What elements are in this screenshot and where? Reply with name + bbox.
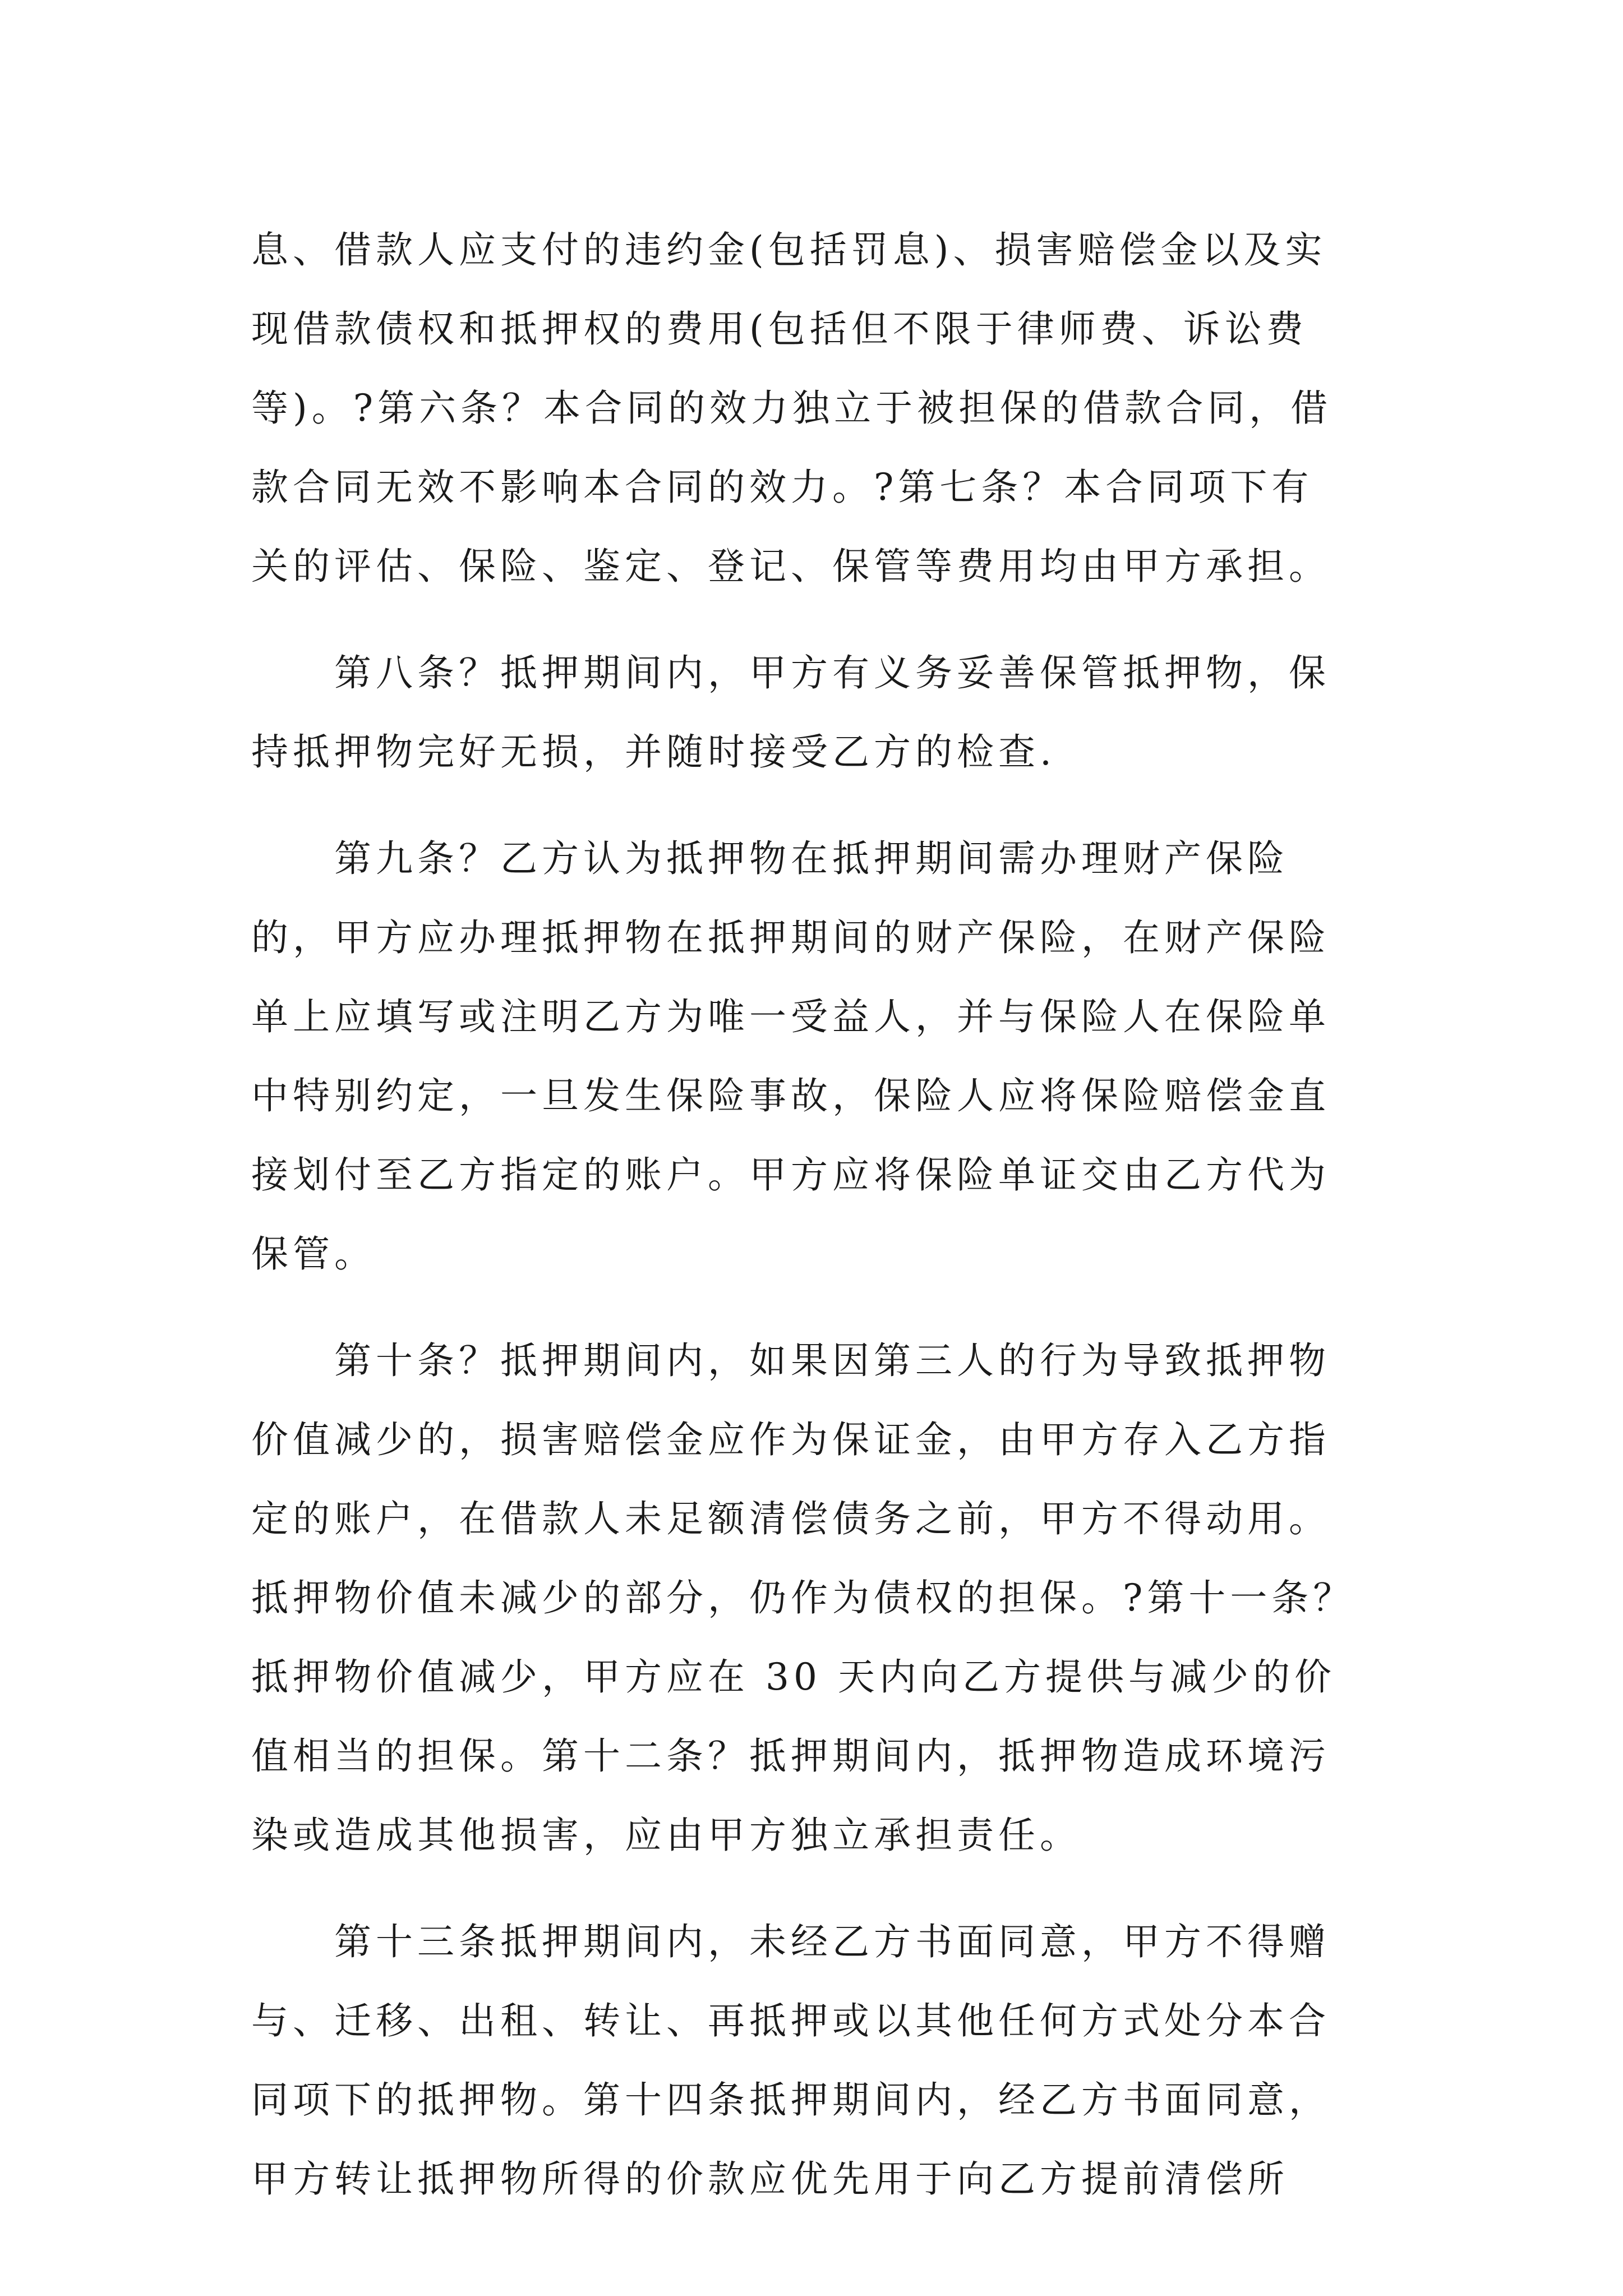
text-line: 关的评估、保险、鉴定、登记、保管等费用均由甲方承担。 bbox=[251, 545, 1330, 588]
text-line: 定的账户，在借款人未足额清偿债务之前，甲方不得动用。 bbox=[251, 1497, 1330, 1540]
paragraph-start-line: 第八条？抵押期间内，甲方有义务妥善保管抵押物，保 bbox=[334, 651, 1330, 694]
text-line: 接划付至乙方指定的账户。甲方应将保险单证交由乙方代为 bbox=[251, 1153, 1330, 1197]
text-line: 与、迁移、出租、转让、再抵押或以其他任何方式处分本合 bbox=[251, 1999, 1330, 2042]
text-line: 单上应填写或注明乙方为唯一受益人，并与保险人在保险单 bbox=[251, 995, 1330, 1038]
text-line: 中特别约定，一旦发生保险事故，保险人应将保险赔偿金直 bbox=[251, 1074, 1330, 1117]
text-line: 息、借款人应支付的违约金(包括罚息)、损害赔偿金以及实 bbox=[251, 228, 1327, 272]
text-line: 等)。?第六条？本合同的效力独立于被担保的借款合同，借 bbox=[251, 386, 1332, 430]
paragraph-start-line: 第九条？乙方认为抵押物在抵押期间需办理财产保险 bbox=[334, 837, 1289, 880]
paragraph-gap bbox=[251, 792, 1384, 819]
text-line: 保管。 bbox=[251, 1232, 376, 1276]
document-body bbox=[251, 210, 1384, 2219]
text-line: 持抵押物完好无损，并随时接受乙方的检查. bbox=[251, 730, 1056, 774]
text-line: 现借款债权和抵押权的费用(包括但不限于律师费、诉讼费 bbox=[251, 307, 1308, 351]
text-line: 甲方转让抵押物所得的价款应优先用于向乙方提前清偿所 bbox=[251, 2157, 1289, 2201]
text-line: 同项下的抵押物。第十四条抵押期间内，经乙方书面同意， bbox=[251, 2078, 1330, 2122]
paragraph-gap bbox=[251, 1294, 1384, 1321]
paragraph-gap bbox=[251, 606, 1384, 633]
text-line: 价值减少的，损害赔偿金应作为保证金，由甲方存入乙方指 bbox=[251, 1418, 1330, 1461]
text-line: 抵押物价值未减少的部分，仍作为债权的担保。?第十一条？ bbox=[251, 1576, 1355, 1619]
text-line: 款合同无效不影响本合同的效力。?第七条？本合同项下有 bbox=[251, 466, 1313, 509]
text-line: 抵押物价值减少，甲方应在 30 天内向乙方提供与减少的价 bbox=[251, 1655, 1336, 1699]
paragraph-start-line: 第十三条抵押期间内，未经乙方书面同意，甲方不得赠 bbox=[334, 1920, 1330, 1963]
text-line: 值相当的担保。第十二条？抵押期间内，抵押物造成环境污 bbox=[251, 1734, 1330, 1778]
text-line: 的，甲方应办理抵押物在抵押期间的财产保险，在财产保险 bbox=[251, 916, 1330, 959]
paragraph-start-line: 第十条？抵押期间内，如果因第三人的行为导致抵押物 bbox=[334, 1339, 1330, 1382]
paragraph-gap bbox=[251, 1875, 1384, 1902]
text-line: 染或造成其他损害，应由甲方独立承担责任。 bbox=[251, 1814, 1081, 1857]
